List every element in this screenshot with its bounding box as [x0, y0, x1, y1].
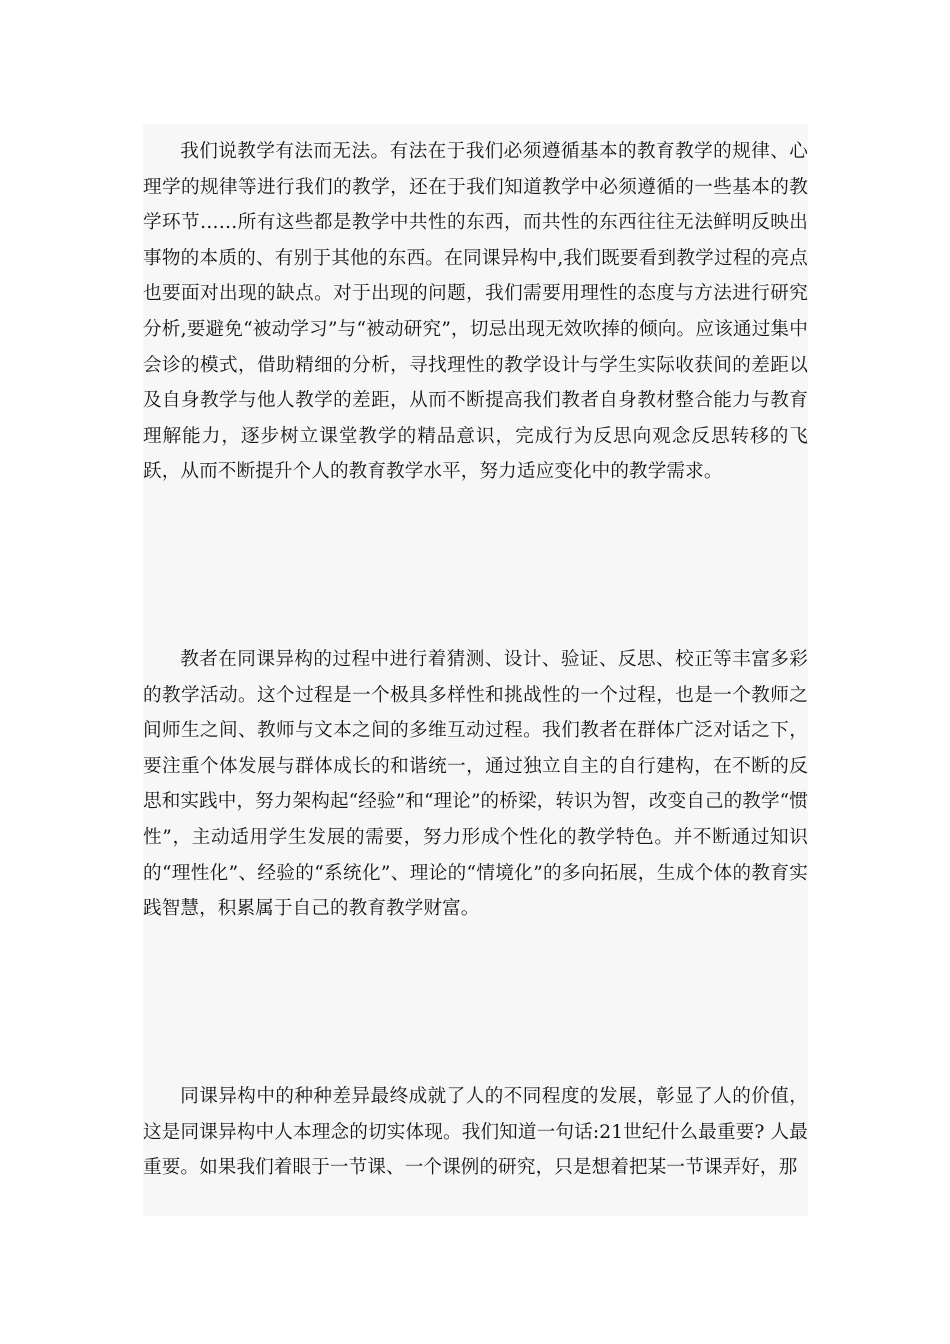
paragraph-1: 我们说教学有法而无法。有法在于我们必须遵循基本的教育教学的规律、心理学的规律等进行我们的教学，还在于我们知道教学中必须遵循的一些基本的教学环节……所有这些都是教学中共性的东西，而共性的东西往往无法鲜明反映出事物的本质的、有别于其他的东西。在同课异构中,我们既要看到教学过程的亮点也要面对出现的缺点。对于出现的问题，我们需要用理性的态度与方法进行研究分析,要避免“被动学习”与“被动研究”，切忌出现无效吹捧的倾向。应该通过集中会诊的模式，借助精细的分析，寻找理性的教学设计与学生实际收获间的差距以及自身教学与他人教学的差距，从而不断提高我们教者自身教材整合能力与教育理解能力，逐步树立课堂教学的精品意识，完成行为反思向观念反思转移的飞跃，从而不断提升个人的教育教学水平，努力适应变化中的教学需求。 — [143, 141, 808, 483]
paragraph-3: 同课异构中的种种差异最终成就了人的不同程度的发展，彰显了人的价值，这是同课异构中人本理念的切实体现。我们知道一句话:21世纪什么最重要? 人最重要。如果我们着眼于一节课、一个课例的研究，只是想着把某一节课弄好，那 — [143, 1086, 808, 1179]
text-block — [143, 124, 808, 1216]
paragraph-2: 教者在同课异构的过程中进行着猜测、设计、验证、反思、校正等丰富多彩的教学活动。这个过程是一个极具多样性和挑战性的一个过程，也是一个教师之间师生之间、教师与文本之间的多维互动过程。我们教者在群体广泛对话之下，要注重个体发展与群体成长的和谐统一，通过独立自主的自行建构，在不断的反思和实践中，努力架构起“经验”和“理论”的桥梁，转识为智，改变自己的教学“惯性”，主动适用学生发展的需要，努力形成个性化的教学特色。并不断通过知识的“理性化”、经验的“系统化”、理论的“情境化”的多向拓展，生成个体的教育实践智慧，积累属于自己的教育教学财富。 — [143, 649, 808, 920]
